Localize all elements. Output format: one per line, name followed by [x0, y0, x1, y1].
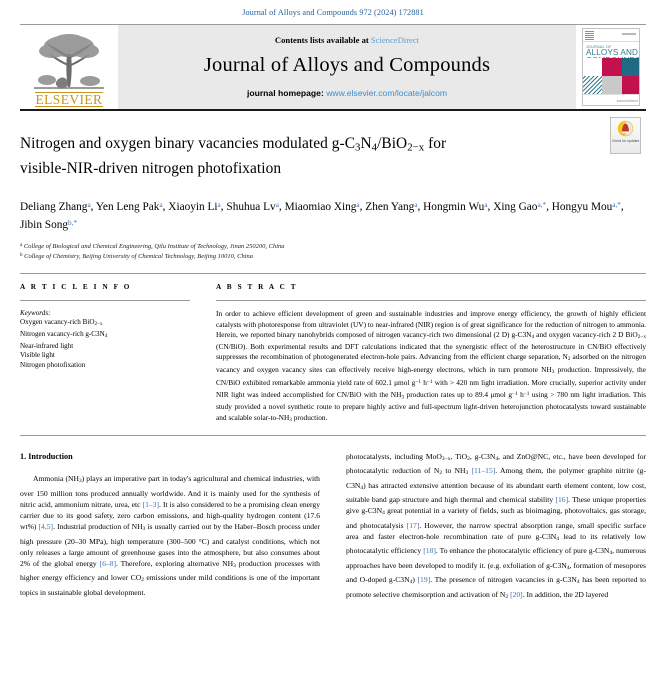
author-list: Deliang Zhang$^a$, Yen Leng Pak$^a$, Xiaoyin Li$^a$, Shuhua Lv$^a$, Miaomiao Xing$^a$, Zhen Yang$^a$, Hongmin Wu$^a$, Xing Gao$^{a,*}$, Hongyu Mou$^{a,*}$, Jibin Song$^{b,*}$	[20, 200, 624, 232]
section-title: Introduction	[28, 452, 73, 462]
abstract-bottom-rule	[20, 435, 646, 436]
author-affiliation-marker: a	[217, 200, 221, 209]
keyword-item: Oxygen vacancy-rich BiO$_{2-x}$	[20, 318, 103, 328]
author-name: Shuhua Lv$^a$	[226, 200, 279, 213]
homepage-prefix: journal homepage:	[246, 88, 327, 98]
body-column-right	[333, 451, 646, 641]
contents-available-line	[275, 35, 419, 45]
title-sub-3: 2−x	[407, 141, 425, 154]
abstract-heading: A B S T R A C T	[216, 283, 298, 292]
affiliation-list	[20, 241, 646, 261]
cover-grid-col-3	[622, 58, 640, 94]
journal-cover-thumbnail	[576, 25, 646, 109]
cover-tile-white-1	[583, 58, 602, 76]
author-affiliation-marker: a	[414, 200, 418, 209]
author-name: Hongmin Wu$^a$	[423, 200, 488, 213]
abstract-rule	[216, 300, 646, 301]
elsevier-wordmark: ELSEVIER	[35, 92, 103, 107]
title-sub-1: 3	[355, 141, 361, 154]
cover-tile-hatch	[583, 76, 602, 94]
cover-grid-col-1	[583, 58, 602, 94]
cover-elsevier-mini-icon	[585, 31, 594, 40]
cover-tile-crimson-1	[602, 58, 622, 76]
title-line-2: visible-NIR-driven nitrogen photofixation	[20, 160, 282, 178]
cover-image	[582, 28, 640, 106]
keyword-item: Near-infrared light	[20, 341, 74, 350]
crossmark-icon	[617, 120, 634, 137]
author-affiliation-marker: a,*	[537, 200, 547, 209]
author-affiliation-marker: b,*	[68, 219, 78, 228]
author-affiliation-marker: a,*	[612, 200, 621, 209]
page-title	[20, 133, 646, 179]
homepage-url-link[interactable]: www.elsevier.com/locate/jalcom	[326, 88, 448, 98]
author-affiliation-marker: a	[484, 200, 488, 209]
title-sub-2: 4	[371, 141, 378, 154]
author-name: Xing Gao$^{a,*}$	[493, 200, 547, 213]
body-columns	[20, 451, 646, 641]
keywords-label: Keywords:	[20, 309, 51, 318]
cover-title-line-1: ALLOYS AND	[586, 48, 638, 57]
author-affiliation-marker: a	[275, 200, 279, 209]
title-block	[20, 111, 646, 179]
cover-top-bar	[583, 29, 639, 42]
cover-tile-darkblue	[622, 58, 640, 76]
running-head: Journal of Alloys and Compounds 972 (2024) 172881	[242, 8, 424, 17]
masthead-center	[118, 25, 576, 109]
author-name: Miaomiao Xing$^a$	[284, 200, 360, 213]
author-affiliation-marker: a	[159, 200, 163, 209]
keyword-item: Nitrogen vacancy-rich $g-C3N_4$	[20, 329, 108, 339]
keyword-item: Nitrogen photofixation	[20, 360, 86, 369]
crossmark-badge[interactable]	[610, 117, 641, 154]
title-part-1: Nitrogen and oxygen binary vacancies modulated g-C	[20, 135, 356, 152]
journal-masthead	[20, 25, 646, 109]
sciencedirect-link[interactable]: ScienceDirect	[370, 35, 420, 45]
author-affiliation-marker: a	[87, 200, 91, 209]
keyword-item: Visible light	[20, 351, 55, 360]
author-affiliation-marker: a	[356, 200, 360, 209]
article-info-heading: A R T I C L E I N F O	[20, 283, 132, 292]
contents-prefix: Contents lists available at	[274, 35, 371, 45]
introduction-heading	[20, 451, 320, 462]
cover-journal-of-label: JOURNAL OF	[586, 45, 612, 49]
cover-grid-col-2	[602, 58, 622, 94]
author-name: Zhen Yang$^a$	[365, 200, 418, 213]
cover-color-grid	[583, 58, 640, 94]
cover-footer-text: sciencedirect	[616, 99, 638, 103]
cover-tile-gray	[602, 76, 622, 94]
author-name: Deliang Zhang$^a$	[20, 200, 91, 213]
cover-tile-crimson-2	[622, 76, 640, 94]
author-name: Jibin Song$^{b,*}$	[20, 219, 78, 232]
crossmark-label: Check for updates	[611, 138, 640, 143]
affiliation-item: $^b$ College of Chemistry, Beijing University of Chemical Technology, Beijing 10010, China	[20, 252, 254, 261]
body-column-left	[20, 451, 333, 641]
section-number: 1.	[20, 452, 27, 462]
abstract-column	[206, 283, 646, 425]
article-info-rule	[20, 300, 190, 301]
author-name: Hongyu Mou$^{a,*}$	[551, 200, 621, 213]
cover-footer	[583, 94, 640, 105]
article-info-column	[20, 283, 206, 425]
title-part-3: /BiO	[377, 135, 408, 152]
title-part-4: for	[424, 135, 447, 152]
journal-homepage-line	[247, 88, 447, 98]
abstract-text: In order to achieve efficient development of green and sustainable industries and improve energy efficiency, the growth of highly efficient catalysts with photoresponse from ultraviolet (UV) to near-infrared (NIR) region is of great significance for the reduction of nitrogen to ammonia. Herein, we reported binary nanohybrids composed of nitrogen vacancy-rich two dimensional (2 D) $g-C3N_4$ and oxygen vacancy-rich 2 D BiO$_{2-x}$ (CN/BiO). Both experimental results and DFT calculations indicated that the synergistic effect of the heterostructure in CN/BiO effectively suppresses the recombination of photogenerated electron-hole pairs. Advancing from the efficient charge separation, $N_2$ adsorbed on the nitrogen vacancy and oxygen vacancy sites can effectively receive high-energy electrons, which in turn promote $NH_3$ production. Impressively, the CN/BiO exhibited remarkable ammonia yield rate of 602.1 μmol $g^{-1}$ $h^{-1}$ with > 420 nm light irradiation. More crucially, superior activity under NIR light was indeed accomplished for CN/BiO with the $NH_3$ production rates up to 89.4 μmol $g^{-1}$ $h^{-1}$ using > 780 nm light irradiation. This study provided a novel synthetic route to prepare highly active and full-spectrum light-driven heterojunction photocatalysts toward sustainable and scalable solar-$to-NH_3$ production.	[216, 309, 647, 423]
elsevier-logo	[20, 25, 118, 109]
elsevier-tree-icon	[30, 32, 108, 92]
cover-issue-line	[622, 33, 636, 35]
journal-title: Journal of Alloys and Compounds	[203, 54, 491, 76]
title-part-2: N	[360, 135, 372, 152]
author-name: Yen Leng Pak$^a$	[95, 200, 163, 213]
author-name: Xiaoyin Li$^a$	[168, 200, 221, 213]
intro-paragraph-right: photocatalysts, including MoO$_{3-x}$, TiO$_2$, $g-C3N_4$, and ZnO@NC, etc., have been developed for photocatalytic reduction of $N_2$ to $NH_3$ [11–15]. Among them, the polymer graphite nitrite $(g-C3N_4)$ has attracted extensive attention because of its abundant earth element content, low cost, suitable band gap structure and high thermal and chemical stability [16]. These unique properties give $g-C3N_4$ great potential in a variety of fields, such as bioimaging, photovoltaics, gas storage, and photocatalysis [17]. However, the narrow spectral absorption range, small specific surface area and faster electron-hole recombination rate of pure $g-C3N_4$ lead to its relatively low photocatalytic efficiency [18]. To enhance the photocatalytic efficiency of pure $g-C3N_4$, numerous approaches have been developed to modify it. (e.g. exfoliation of $g-C3N_4$, formation of mesopores and O-doped $g-C3N_4$) [19]. The presence of nitrogen vacancies in $g-C3N_4$ has been reported to promote selective chemisorption and activation of $N_2$ [20]. In addition, the 2D layered	[346, 452, 646, 600]
affiliation-item: $^a$ College of Biological and Chemical Engineering, Qilu Institute of Technology, Jinan 250200, China	[20, 241, 285, 250]
info-abstract-row	[20, 274, 646, 425]
keywords-list	[20, 318, 190, 370]
intro-paragraph-left: Ammonia $(NH_3)$ plays an imperative part in today's agricultural and chemical industries, with over 150 million tons produced annually worldwide. And it is mainly used for the synthesis of nitric acid, ammonium nitrate, urea, etc [1–3]. It is also considered to be a promising clean energy carrier due to its good safety, zero carbon emissions, and high-quality hydrogen content (17.6 wt%) [4,5]. Industrial production of $NH_3$ is usually carried out by the Haber–Bosch process under high pressure (20–30 MPa), high temperature (300–500 °C) and catalyst conditions, which not only releases a large amount of greenhouse gases into the atmosphere, but also consumes about 2% of the global energy [6–8]. Therefore, exploring alternative $NH_3$ production processes with higher energy efficiency and lower $CO_2$ emissions under mild conditions is one of the important topics in sustainable global development.	[20, 474, 320, 597]
